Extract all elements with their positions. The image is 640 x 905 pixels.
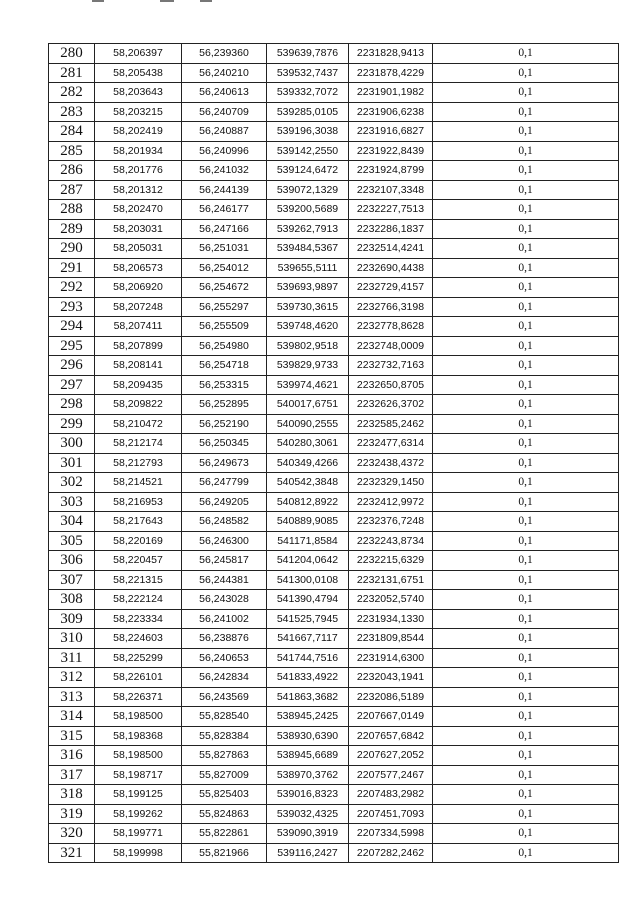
accuracy-cell: 0,1 (433, 590, 619, 610)
accuracy-cell: 0,1 (433, 531, 619, 551)
point-number-cell: 294 (49, 317, 95, 337)
longitude-cell: 55,825403 (182, 785, 267, 805)
longitude-cell: 56,248582 (182, 512, 267, 532)
y-coordinate-cell: 2207282,2462 (349, 843, 433, 863)
y-coordinate-cell: 2232215,6329 (349, 551, 433, 571)
x-coordinate-cell: 539829,9733 (267, 356, 349, 376)
table-row (49, 395, 619, 415)
longitude-cell: 56,250345 (182, 434, 267, 454)
x-coordinate-cell: 539124,6472 (267, 161, 349, 181)
longitude-cell: 56,253315 (182, 375, 267, 395)
scan-mark (200, 0, 212, 2)
accuracy-cell: 0,1 (433, 356, 619, 376)
point-number-cell: 305 (49, 531, 95, 551)
accuracy-cell: 0,1 (433, 83, 619, 103)
latitude-cell: 58,209822 (95, 395, 182, 415)
table-row (49, 63, 619, 83)
table-row (49, 122, 619, 142)
y-coordinate-cell: 2232732,7163 (349, 356, 433, 376)
latitude-cell: 58,201934 (95, 141, 182, 161)
longitude-cell: 56,240613 (182, 83, 267, 103)
point-number-cell: 306 (49, 551, 95, 571)
latitude-cell: 58,203215 (95, 102, 182, 122)
accuracy-cell: 0,1 (433, 180, 619, 200)
y-coordinate-cell: 2232585,2462 (349, 414, 433, 434)
table-row (49, 785, 619, 805)
latitude-cell: 58,198500 (95, 707, 182, 727)
x-coordinate-cell: 539285,0105 (267, 102, 349, 122)
accuracy-cell: 0,1 (433, 570, 619, 590)
accuracy-cell: 0,1 (433, 278, 619, 298)
latitude-cell: 58,207248 (95, 297, 182, 317)
accuracy-cell: 0,1 (433, 707, 619, 727)
y-coordinate-cell: 2232086,5189 (349, 687, 433, 707)
longitude-cell: 56,241032 (182, 161, 267, 181)
latitude-cell: 58,221315 (95, 570, 182, 590)
accuracy-cell: 0,1 (433, 726, 619, 746)
point-number-cell: 293 (49, 297, 95, 317)
y-coordinate-cell: 2232438,4372 (349, 453, 433, 473)
latitude-cell: 58,198500 (95, 746, 182, 766)
point-number-cell: 297 (49, 375, 95, 395)
coordinates-table (48, 43, 619, 863)
y-coordinate-cell: 2207657,6842 (349, 726, 433, 746)
x-coordinate-cell: 541744,7516 (267, 648, 349, 668)
accuracy-cell: 0,1 (433, 804, 619, 824)
latitude-cell: 58,199125 (95, 785, 182, 805)
x-coordinate-cell: 539639,7876 (267, 44, 349, 64)
y-coordinate-cell: 2232778,8628 (349, 317, 433, 337)
longitude-cell: 56,246300 (182, 531, 267, 551)
point-number-cell: 290 (49, 239, 95, 259)
y-coordinate-cell: 2207451,7093 (349, 804, 433, 824)
accuracy-cell: 0,1 (433, 414, 619, 434)
table-row (49, 765, 619, 785)
point-number-cell: 286 (49, 161, 95, 181)
x-coordinate-cell: 541390,4794 (267, 590, 349, 610)
x-coordinate-cell: 539730,3615 (267, 297, 349, 317)
latitude-cell: 58,212174 (95, 434, 182, 454)
longitude-cell: 56,255509 (182, 317, 267, 337)
accuracy-cell: 0,1 (433, 453, 619, 473)
point-number-cell: 282 (49, 83, 95, 103)
longitude-cell: 56,254672 (182, 278, 267, 298)
longitude-cell: 56,249673 (182, 453, 267, 473)
x-coordinate-cell: 538930,6390 (267, 726, 349, 746)
point-number-cell: 307 (49, 570, 95, 590)
latitude-cell: 58,205031 (95, 239, 182, 259)
y-coordinate-cell: 2232748,0009 (349, 336, 433, 356)
y-coordinate-cell: 2231916,6827 (349, 122, 433, 142)
x-coordinate-cell: 541525,7945 (267, 609, 349, 629)
longitude-cell: 56,246177 (182, 200, 267, 220)
table-row (49, 648, 619, 668)
table-row (49, 473, 619, 493)
table-row (49, 551, 619, 571)
x-coordinate-cell: 540812,8922 (267, 492, 349, 512)
latitude-cell: 58,214521 (95, 473, 182, 493)
table-row (49, 161, 619, 181)
x-coordinate-cell: 538945,2425 (267, 707, 349, 727)
y-coordinate-cell: 2207577,2467 (349, 765, 433, 785)
latitude-cell: 58,199998 (95, 843, 182, 863)
y-coordinate-cell: 2231809,8544 (349, 629, 433, 649)
y-coordinate-cell: 2232514,4241 (349, 239, 433, 259)
y-coordinate-cell: 2232243,8734 (349, 531, 433, 551)
table-row (49, 843, 619, 863)
accuracy-cell: 0,1 (433, 668, 619, 688)
latitude-cell: 58,206920 (95, 278, 182, 298)
accuracy-cell: 0,1 (433, 629, 619, 649)
y-coordinate-cell: 2231906,6238 (349, 102, 433, 122)
x-coordinate-cell: 541171,8584 (267, 531, 349, 551)
latitude-cell: 58,206573 (95, 258, 182, 278)
accuracy-cell: 0,1 (433, 824, 619, 844)
x-coordinate-cell: 539532,7437 (267, 63, 349, 83)
accuracy-cell: 0,1 (433, 785, 619, 805)
point-number-cell: 285 (49, 141, 95, 161)
latitude-cell: 58,210472 (95, 414, 182, 434)
latitude-cell: 58,201776 (95, 161, 182, 181)
table-row (49, 824, 619, 844)
x-coordinate-cell: 539802,9518 (267, 336, 349, 356)
longitude-cell: 56,242834 (182, 668, 267, 688)
y-coordinate-cell: 2232107,3348 (349, 180, 433, 200)
latitude-cell: 58,212793 (95, 453, 182, 473)
accuracy-cell: 0,1 (433, 219, 619, 239)
y-coordinate-cell: 2232376,7248 (349, 512, 433, 532)
longitude-cell: 56,251031 (182, 239, 267, 259)
point-number-cell: 292 (49, 278, 95, 298)
longitude-cell: 56,255297 (182, 297, 267, 317)
coordinates-table-body (49, 44, 619, 863)
y-coordinate-cell: 2232043,1941 (349, 668, 433, 688)
latitude-cell: 58,202470 (95, 200, 182, 220)
point-number-cell: 311 (49, 648, 95, 668)
x-coordinate-cell: 541204,0642 (267, 551, 349, 571)
longitude-cell: 56,243028 (182, 590, 267, 610)
accuracy-cell: 0,1 (433, 239, 619, 259)
table-row (49, 219, 619, 239)
latitude-cell: 58,223334 (95, 609, 182, 629)
scan-mark (92, 0, 104, 2)
x-coordinate-cell: 540889,9085 (267, 512, 349, 532)
point-number-cell: 301 (49, 453, 95, 473)
x-coordinate-cell: 539332,7072 (267, 83, 349, 103)
latitude-cell: 58,203643 (95, 83, 182, 103)
latitude-cell: 58,226371 (95, 687, 182, 707)
longitude-cell: 55,821966 (182, 843, 267, 863)
x-coordinate-cell: 539116,2427 (267, 843, 349, 863)
accuracy-cell: 0,1 (433, 687, 619, 707)
y-coordinate-cell: 2232131,6751 (349, 570, 433, 590)
latitude-cell: 58,226101 (95, 668, 182, 688)
point-number-cell: 316 (49, 746, 95, 766)
point-number-cell: 288 (49, 200, 95, 220)
accuracy-cell: 0,1 (433, 200, 619, 220)
longitude-cell: 56,244139 (182, 180, 267, 200)
table-row (49, 239, 619, 259)
x-coordinate-cell: 538970,3762 (267, 765, 349, 785)
y-coordinate-cell: 2232412,9972 (349, 492, 433, 512)
point-number-cell: 309 (49, 609, 95, 629)
accuracy-cell: 0,1 (433, 765, 619, 785)
longitude-cell: 56,240996 (182, 141, 267, 161)
latitude-cell: 58,208141 (95, 356, 182, 376)
longitude-cell: 56,254718 (182, 356, 267, 376)
longitude-cell: 55,828540 (182, 707, 267, 727)
longitude-cell: 56,240210 (182, 63, 267, 83)
table-row (49, 609, 619, 629)
table-row (49, 590, 619, 610)
accuracy-cell: 0,1 (433, 492, 619, 512)
table-row (49, 141, 619, 161)
accuracy-cell: 0,1 (433, 395, 619, 415)
point-number-cell: 283 (49, 102, 95, 122)
latitude-cell: 58,222124 (95, 590, 182, 610)
y-coordinate-cell: 2232729,4157 (349, 278, 433, 298)
point-number-cell: 291 (49, 258, 95, 278)
y-coordinate-cell: 2231922,8439 (349, 141, 433, 161)
accuracy-cell: 0,1 (433, 141, 619, 161)
point-number-cell: 308 (49, 590, 95, 610)
y-coordinate-cell: 2231934,1330 (349, 609, 433, 629)
x-coordinate-cell: 539196,3038 (267, 122, 349, 142)
latitude-cell: 58,202419 (95, 122, 182, 142)
accuracy-cell: 0,1 (433, 746, 619, 766)
longitude-cell: 56,252895 (182, 395, 267, 415)
y-coordinate-cell: 2231924,8799 (349, 161, 433, 181)
x-coordinate-cell: 539200,5689 (267, 200, 349, 220)
latitude-cell: 58,201312 (95, 180, 182, 200)
table-row (49, 629, 619, 649)
point-number-cell: 321 (49, 843, 95, 863)
point-number-cell: 313 (49, 687, 95, 707)
table-row (49, 746, 619, 766)
x-coordinate-cell: 541667,7117 (267, 629, 349, 649)
accuracy-cell: 0,1 (433, 434, 619, 454)
point-number-cell: 295 (49, 336, 95, 356)
accuracy-cell: 0,1 (433, 122, 619, 142)
y-coordinate-cell: 2207667,0149 (349, 707, 433, 727)
y-coordinate-cell: 2232766,3198 (349, 297, 433, 317)
point-number-cell: 304 (49, 512, 95, 532)
latitude-cell: 58,207899 (95, 336, 182, 356)
x-coordinate-cell: 539142,2550 (267, 141, 349, 161)
accuracy-cell: 0,1 (433, 161, 619, 181)
table-row (49, 200, 619, 220)
accuracy-cell: 0,1 (433, 843, 619, 863)
x-coordinate-cell: 539262,7913 (267, 219, 349, 239)
accuracy-cell: 0,1 (433, 336, 619, 356)
longitude-cell: 56,239360 (182, 44, 267, 64)
y-coordinate-cell: 2231901,1982 (349, 83, 433, 103)
longitude-cell: 56,240887 (182, 122, 267, 142)
table-row (49, 336, 619, 356)
accuracy-cell: 0,1 (433, 317, 619, 337)
y-coordinate-cell: 2232477,6314 (349, 434, 433, 454)
accuracy-cell: 0,1 (433, 375, 619, 395)
point-number-cell: 319 (49, 804, 95, 824)
x-coordinate-cell: 540349,4266 (267, 453, 349, 473)
y-coordinate-cell: 2232626,3702 (349, 395, 433, 415)
table-row (49, 492, 619, 512)
latitude-cell: 58,199771 (95, 824, 182, 844)
table-row (49, 531, 619, 551)
table-row (49, 317, 619, 337)
point-number-cell: 299 (49, 414, 95, 434)
x-coordinate-cell: 539974,4621 (267, 375, 349, 395)
x-coordinate-cell: 541863,3682 (267, 687, 349, 707)
longitude-cell: 55,827009 (182, 765, 267, 785)
point-number-cell: 289 (49, 219, 95, 239)
longitude-cell: 56,252190 (182, 414, 267, 434)
longitude-cell: 56,240709 (182, 102, 267, 122)
x-coordinate-cell: 539016,8323 (267, 785, 349, 805)
x-coordinate-cell: 539072,1329 (267, 180, 349, 200)
accuracy-cell: 0,1 (433, 297, 619, 317)
latitude-cell: 58,198368 (95, 726, 182, 746)
point-number-cell: 281 (49, 63, 95, 83)
point-number-cell: 280 (49, 44, 95, 64)
table-row (49, 258, 619, 278)
y-coordinate-cell: 2232052,5740 (349, 590, 433, 610)
point-number-cell: 302 (49, 473, 95, 493)
latitude-cell: 58,207411 (95, 317, 182, 337)
point-number-cell: 303 (49, 492, 95, 512)
accuracy-cell: 0,1 (433, 609, 619, 629)
y-coordinate-cell: 2232329,1450 (349, 473, 433, 493)
accuracy-cell: 0,1 (433, 473, 619, 493)
y-coordinate-cell: 2232227,7513 (349, 200, 433, 220)
latitude-cell: 58,216953 (95, 492, 182, 512)
y-coordinate-cell: 2232286,1837 (349, 219, 433, 239)
point-number-cell: 284 (49, 122, 95, 142)
accuracy-cell: 0,1 (433, 648, 619, 668)
point-number-cell: 310 (49, 629, 95, 649)
point-number-cell: 296 (49, 356, 95, 376)
longitude-cell: 56,238876 (182, 629, 267, 649)
x-coordinate-cell: 539090,3919 (267, 824, 349, 844)
longitude-cell: 56,247799 (182, 473, 267, 493)
table-row (49, 414, 619, 434)
table-row (49, 707, 619, 727)
latitude-cell: 58,209435 (95, 375, 182, 395)
table-row (49, 375, 619, 395)
y-coordinate-cell: 2231828,9413 (349, 44, 433, 64)
point-number-cell: 312 (49, 668, 95, 688)
point-number-cell: 315 (49, 726, 95, 746)
table-row (49, 804, 619, 824)
point-number-cell: 317 (49, 765, 95, 785)
y-coordinate-cell: 2232690,4438 (349, 258, 433, 278)
point-number-cell: 318 (49, 785, 95, 805)
x-coordinate-cell: 540017,6751 (267, 395, 349, 415)
point-number-cell: 300 (49, 434, 95, 454)
table-row (49, 726, 619, 746)
x-coordinate-cell: 539748,4620 (267, 317, 349, 337)
latitude-cell: 58,206397 (95, 44, 182, 64)
x-coordinate-cell: 540542,3848 (267, 473, 349, 493)
x-coordinate-cell: 540090,2555 (267, 414, 349, 434)
accuracy-cell: 0,1 (433, 258, 619, 278)
longitude-cell: 55,827863 (182, 746, 267, 766)
table-row (49, 83, 619, 103)
y-coordinate-cell: 2207334,5998 (349, 824, 433, 844)
latitude-cell: 58,203031 (95, 219, 182, 239)
y-coordinate-cell: 2207627,2052 (349, 746, 433, 766)
table-row (49, 297, 619, 317)
latitude-cell: 58,205438 (95, 63, 182, 83)
table-row (49, 687, 619, 707)
table-row (49, 278, 619, 298)
longitude-cell: 56,240653 (182, 648, 267, 668)
accuracy-cell: 0,1 (433, 512, 619, 532)
longitude-cell: 55,824863 (182, 804, 267, 824)
latitude-cell: 58,220457 (95, 551, 182, 571)
table-row (49, 434, 619, 454)
point-number-cell: 314 (49, 707, 95, 727)
point-number-cell: 320 (49, 824, 95, 844)
x-coordinate-cell: 539655,5111 (267, 258, 349, 278)
x-coordinate-cell: 540280,3061 (267, 434, 349, 454)
x-coordinate-cell: 541300,0108 (267, 570, 349, 590)
table-row (49, 668, 619, 688)
latitude-cell: 58,217643 (95, 512, 182, 532)
longitude-cell: 56,243569 (182, 687, 267, 707)
longitude-cell: 56,254980 (182, 336, 267, 356)
x-coordinate-cell: 539693,9897 (267, 278, 349, 298)
x-coordinate-cell: 541833,4922 (267, 668, 349, 688)
latitude-cell: 58,224603 (95, 629, 182, 649)
y-coordinate-cell: 2232650,8705 (349, 375, 433, 395)
table-row (49, 102, 619, 122)
y-coordinate-cell: 2231878,4229 (349, 63, 433, 83)
table-row (49, 44, 619, 64)
y-coordinate-cell: 2231914,6300 (349, 648, 433, 668)
point-number-cell: 298 (49, 395, 95, 415)
longitude-cell: 56,249205 (182, 492, 267, 512)
x-coordinate-cell: 539032,4325 (267, 804, 349, 824)
point-number-cell: 287 (49, 180, 95, 200)
longitude-cell: 56,247166 (182, 219, 267, 239)
accuracy-cell: 0,1 (433, 63, 619, 83)
table-row (49, 180, 619, 200)
table-row (49, 356, 619, 376)
latitude-cell: 58,225299 (95, 648, 182, 668)
longitude-cell: 56,244381 (182, 570, 267, 590)
longitude-cell: 56,254012 (182, 258, 267, 278)
latitude-cell: 58,199262 (95, 804, 182, 824)
table-row (49, 512, 619, 532)
longitude-cell: 56,245817 (182, 551, 267, 571)
accuracy-cell: 0,1 (433, 44, 619, 64)
table-row (49, 570, 619, 590)
x-coordinate-cell: 538945,6689 (267, 746, 349, 766)
accuracy-cell: 0,1 (433, 551, 619, 571)
scan-mark (160, 0, 174, 2)
longitude-cell: 56,241002 (182, 609, 267, 629)
longitude-cell: 55,822861 (182, 824, 267, 844)
latitude-cell: 58,220169 (95, 531, 182, 551)
accuracy-cell: 0,1 (433, 102, 619, 122)
table-row (49, 453, 619, 473)
y-coordinate-cell: 2207483,2982 (349, 785, 433, 805)
x-coordinate-cell: 539484,5367 (267, 239, 349, 259)
latitude-cell: 58,198717 (95, 765, 182, 785)
longitude-cell: 55,828384 (182, 726, 267, 746)
